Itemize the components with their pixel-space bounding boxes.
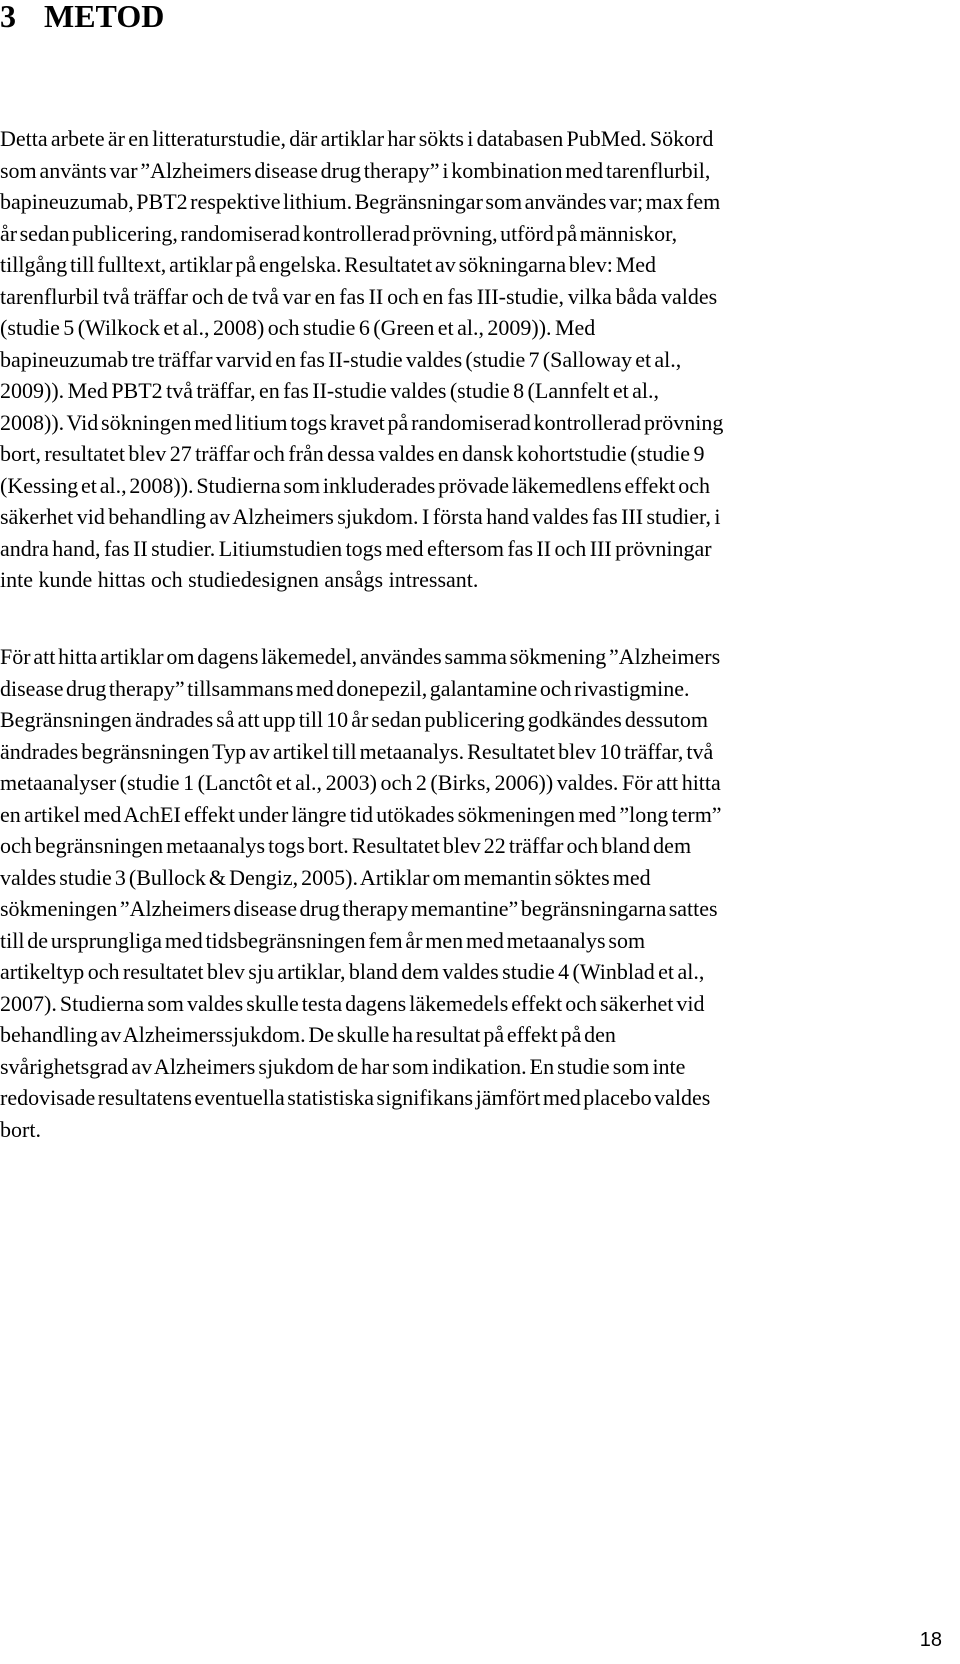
- paragraph-line: disease drug therapy” tillsammans med donepezil, galantamine och rivastigmine.: [0, 675, 690, 701]
- paragraph-line: ändrades begränsningen Typ av artikel till metaanalys. Resultatet blev 10 träffar, två: [0, 738, 714, 764]
- paragraph-line: 2007). Studierna som valdes skulle testa dagens läkemedels effekt och säkerhet vid: [0, 990, 705, 1016]
- page-number: 18: [919, 1629, 942, 1651]
- paragraph-line: (studie 5 (Wilkock et al., 2008) och studie 6 (Green et al., 2009)). Med: [0, 315, 596, 340]
- paragraph-line: tarenflurbil två träffar och de två var en fas II och en fas III-studie, vilka båda valdes: [0, 283, 718, 309]
- section-heading: [0, 0, 164, 36]
- paragraph-line: år sedan publicering, randomiserad kontrollerad prövning, utförd på människor,: [0, 220, 678, 246]
- section-number: 3: [0, 0, 16, 34]
- paragraph-line: en artikel med AchEI effekt under längre tid utökades sökmeningen med ”long term”: [0, 801, 722, 827]
- paragraph-line: redovisade resultatens eventuella statistiska signifikans jämfört med placebo valdes: [0, 1085, 711, 1110]
- paragraph-line: Begränsningen ändrades så att upp till 10 år sedan publicering godkändes dessutom: [0, 707, 708, 732]
- paragraph-line: svårighetsgrad av Alzheimers sjukdom de har som indikation. En studie som inte: [0, 1053, 686, 1079]
- paragraph-line: Detta arbete är en litteraturstudie, där artiklar har sökts i databasen PubMed. Sökord: [0, 126, 714, 151]
- paragraph-line: säkerhet vid behandling av Alzheimers sjukdom. I första hand valdes fas III studier, i: [0, 504, 721, 529]
- paragraph-line: inte kunde hittas och studiedesignen ansågs intressant.: [0, 567, 479, 592]
- paragraph-line: valdes studie 3 (Bullock & Dengiz, 2005). Artiklar om memantin söktes med: [0, 864, 651, 890]
- paragraph-line: sökmeningen ”Alzheimers disease drug therapy memantine” begränsningarna sattes: [0, 896, 718, 921]
- paragraph-line: som använts var ”Alzheimers disease drug therapy” i kombination med tarenflurbil,: [0, 157, 711, 183]
- section-title: METOD: [44, 0, 165, 34]
- paragraph-line: bapineuzumab, PBT2 respektive lithium. Begränsningar som användes var; max fem: [0, 189, 721, 214]
- paragraph-2: [0, 641, 960, 1145]
- paragraph-line: 2008)). Vid sökningen med litium togs kravet på randomiserad kontrollerad prövning: [0, 409, 724, 435]
- paragraph-line: till de ursprungliga med tidsbegränsningen fem år men med metaanalys som: [0, 927, 646, 953]
- paragraph-line: tillgång till fulltext, artiklar på engelska. Resultatet av sökningarna blev: Med: [0, 252, 657, 277]
- paragraph-line: 2009)). Med PBT2 två träffar, en fas II-studie valdes (studie 8 (Lannfelt et al.,: [0, 378, 659, 403]
- paragraph-line: För att hitta artiklar om dagens läkemedel, användes samma sökmening ”Alzheimers: [0, 644, 721, 669]
- paragraph-line: bapineuzumab tre träffar varvid en fas II-studie valdes (studie 7 (Salloway et al.,: [0, 346, 682, 372]
- paragraph-line: andra hand, fas II studier. Litiumstudien togs med eftersom fas II och III prövningar: [0, 535, 712, 561]
- paragraph-line: bort, resultatet blev 27 träffar och från dessa valdes en dansk kohortstudie (studie 9: [0, 441, 705, 466]
- paragraph-line: bort.: [0, 1116, 41, 1142]
- paragraph-line: och begränsningen metaanalys togs bort. Resultatet blev 22 träffar och bland dem: [0, 833, 692, 858]
- paragraph-line: artikeltyp och resultatet blev sju artiklar, bland dem valdes studie 4 (Winblad et al.,: [0, 959, 705, 984]
- paragraph-line: (Kessing et al., 2008)). Studierna som inkluderades prövade läkemedlens effekt och: [0, 472, 710, 498]
- paragraph-line: metaanalyser (studie 1 (Lanctôt et al., 2003) och 2 (Birks, 2006)) valdes. För att hitta: [0, 770, 721, 795]
- paragraph-1: [0, 123, 960, 596]
- paragraph-line: behandling av Alzheimerssjukdom. De skulle ha resultat på effekt på den: [0, 1022, 616, 1047]
